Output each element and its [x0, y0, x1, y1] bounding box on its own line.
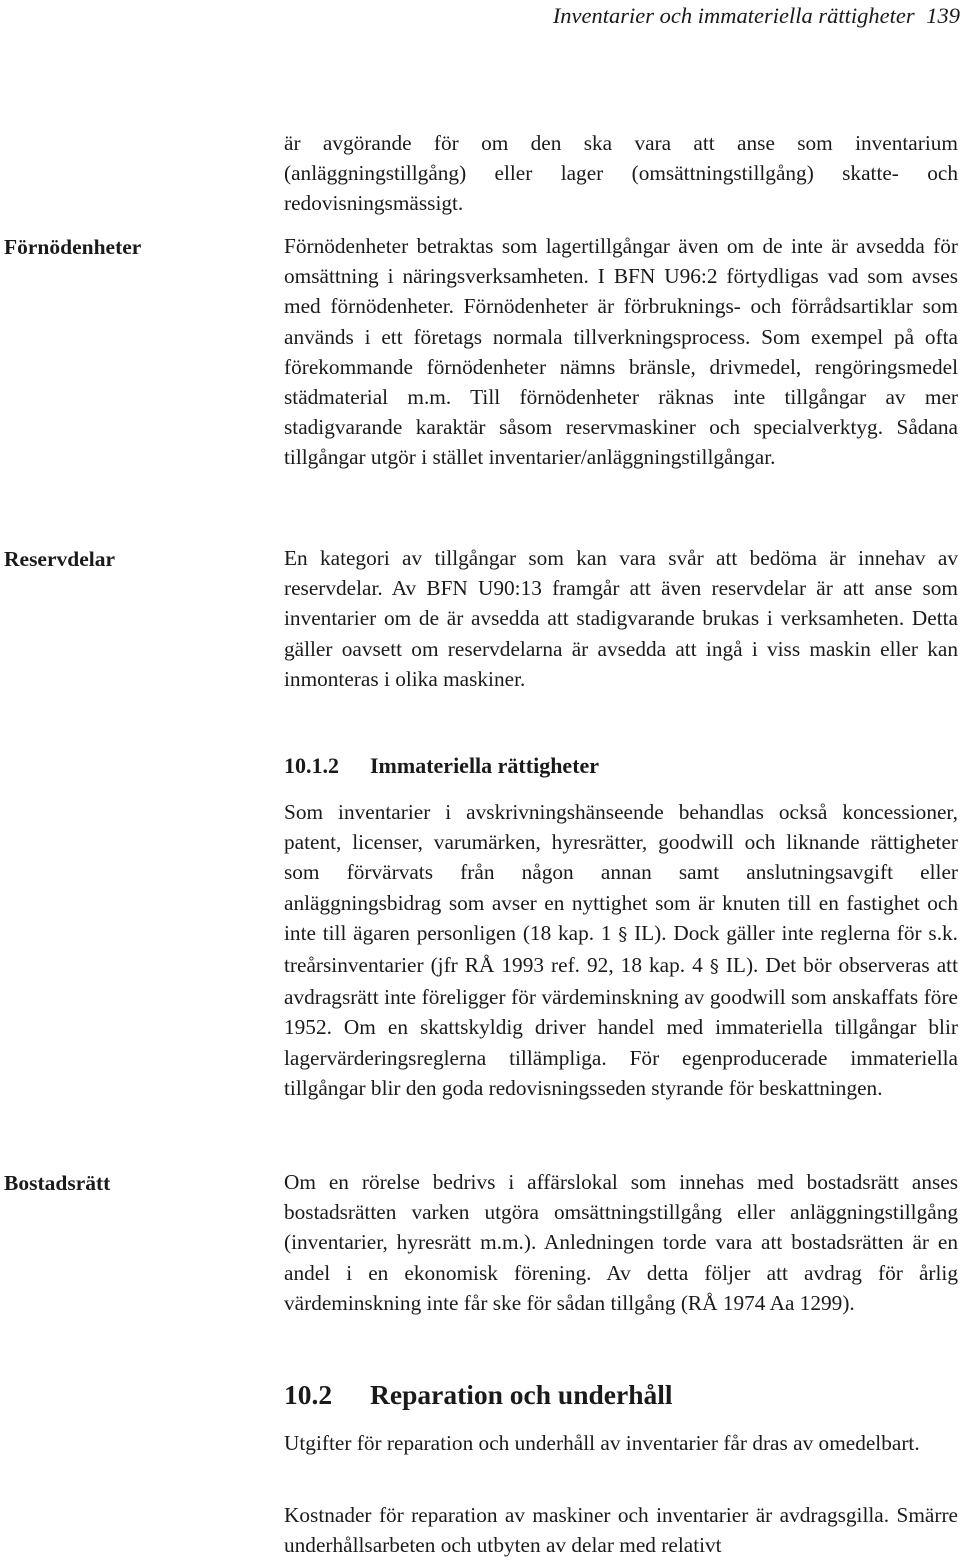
- page-number: 139: [926, 3, 960, 28]
- paragraph-immateriella-text-1: Som inventarier i avskrivningshänseende behandlas också koncessioner, patent, licenser, varumärken, hyresrätter, goodwill och liknande rättigheter som förvärvats från någon annan samt anslutningsavgift eller anläggningsbidrag som avser en nyttighet som är knuten till en fastighet och inte till ägaren personligen (18 kap. 1: [284, 800, 958, 945]
- paragraph-reservdelar: [284, 543, 958, 694]
- subsection-title: Immateriella rättigheter: [370, 753, 600, 778]
- paragraph-immateriella-text-2: IL). Dock gäller inte reglerna för s.k. treårsinventarier (jfr RÅ 1993 ref. 92, 18 kap. 4: [284, 920, 958, 978]
- paragraph-intro-text: är avgörande för om den ska vara att anse som inventarium (anläggningstillgång) eller lager (omsättningstillgång) skatte- och redovisningsmässigt.: [284, 131, 958, 216]
- paragraph-bostadsratt-text: Om en rörelse bedrivs i affärslokal som innehas med bostadsrätt anses bostadsrätten varken utgöra omsättningstillgång eller anläggningstillgång (inventarier, hyresrätt m.m.). Anledningen torde vara att bostadsrätten är en andel i en ekonomisk förening. Av detta följer att avdrag för årlig värdeminskning inte får ske för sådan tillgång (RÅ 1974 Aa 1299).: [284, 1170, 958, 1315]
- paragraph-bostadsratt: [284, 1167, 958, 1318]
- section-sign-1: §: [618, 923, 628, 945]
- paragraph-reparation: [284, 1428, 958, 1458]
- paragraph-fornodenheter-text: Förnödenheter betraktas som lagertillgångar även om de inte är avsedda för omsättning i näringsverksamheten. I BFN U96:2 förtydligas vad som avses med förnödenheter. Förnödenheter är förbruknings- och förrådsartiklar som används i ett företags normala tillverkningsprocess. Som exempel på ofta förekommande förnödenheter nämns bränsle, drivmedel, rengöringsmedel städmaterial m.m. Till förnödenheter räknas inte tillgångar av mer stadigvarande karaktär såsom reservmaskiner och specialverktyg. Sådana tillgångar utgör i stället inventarier/anläggningstillgångar.: [284, 234, 958, 470]
- section-number: 10.2: [284, 1379, 333, 1410]
- subsection-heading-immateriella: [284, 751, 599, 781]
- paragraph-reparation-text: Utgifter för reparation och underhåll av inventarier får dras av omedelbart.: [284, 1431, 920, 1455]
- section-heading-reparation: [284, 1378, 673, 1412]
- sidebar-label-fornodenheter: Förnödenheter: [4, 235, 142, 259]
- sidebar-label-reservdelar: Reservdelar: [4, 547, 116, 571]
- paragraph-kostnader-text: Kostnader för reparation av maskiner och inventarier är avdragsgilla. Smärre underhållsarbeten och utbyten av delar med relativt: [284, 1503, 958, 1558]
- sidebar-label-bostadsratt: Bostadsrätt: [4, 1171, 111, 1195]
- paragraph-fornodenheter: [284, 231, 958, 473]
- paragraph-immateriella-text-3: IL). Det bör observeras att avdragsrätt inte föreligger för värdeminskning av goodwill som anskaffats före 1952. Om en skattskyldig driver handel med immateriella tillgångar blir lagervärderingsreglerna tillämpliga. För egenproducerade immateriella tillgångar blir den goda redovisningsseden styrande för beskattningen.: [284, 953, 958, 1100]
- paragraph-intro: [284, 128, 958, 219]
- paragraph-kostnader: [284, 1500, 958, 1560]
- subsection-number: 10.1.2: [284, 753, 339, 778]
- running-header: [0, 2, 960, 30]
- section-title: Reparation och underhåll: [370, 1379, 673, 1410]
- paragraph-reservdelar-text: En kategori av tillgångar som kan vara svår att bedöma är innehav av reservdelar. Av BFN U90:13 framgår att även reservdelar är att anse som inventarier om de är avsedda att stadigvarande brukas i verksamheten. Detta gäller oavsett om reservdelarna är avsedda att ingå i viss maskin eller kan inmonteras i olika maskiner.: [284, 546, 958, 691]
- running-header-title: Inventarier och immateriella rättigheter: [552, 3, 915, 28]
- paragraph-immateriella: [284, 797, 958, 1103]
- section-sign-2: §: [709, 956, 719, 978]
